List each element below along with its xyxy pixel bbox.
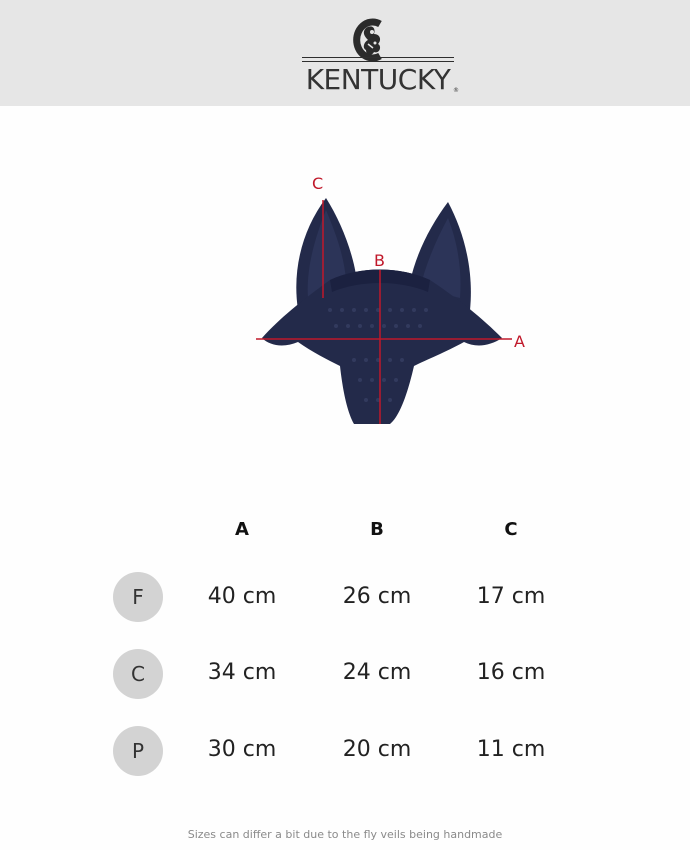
cell-c-c: 16 cm [476, 660, 546, 685]
dimension-label-a: A [514, 332, 525, 351]
column-header-b: B [370, 519, 384, 540]
cell-c-a: 34 cm [207, 660, 277, 685]
registered-mark: ® [453, 87, 459, 94]
size-badge-p: P [113, 726, 163, 776]
brand-name: KENTUCKY [305, 63, 451, 96]
size-badge-f: F [113, 572, 163, 622]
footnote: Sizes can differ a bit due to the fly veils being handmade [187, 828, 503, 841]
cell-p-a: 30 cm [207, 737, 277, 762]
header [0, 0, 690, 106]
cell-p-b: 20 cm [342, 737, 412, 762]
cell-p-c: 11 cm [476, 737, 546, 762]
logo-rule-top [302, 57, 454, 58]
cell-f-a: 40 cm [207, 584, 277, 609]
cell-c-b: 24 cm [342, 660, 412, 685]
brand-logo [288, 10, 468, 100]
cell-f-b: 26 cm [342, 584, 412, 609]
dimension-label-c: C [312, 174, 324, 193]
fly-veil-image [250, 170, 540, 440]
size-badge-c: C [113, 649, 163, 699]
fly-veil-diagram [250, 170, 540, 440]
cell-f-c: 17 cm [476, 584, 546, 609]
column-header-c: C [504, 519, 518, 540]
column-header-a: A [235, 519, 249, 540]
logo-rule-bottom [302, 61, 454, 62]
dimension-label-b: B [374, 251, 385, 270]
